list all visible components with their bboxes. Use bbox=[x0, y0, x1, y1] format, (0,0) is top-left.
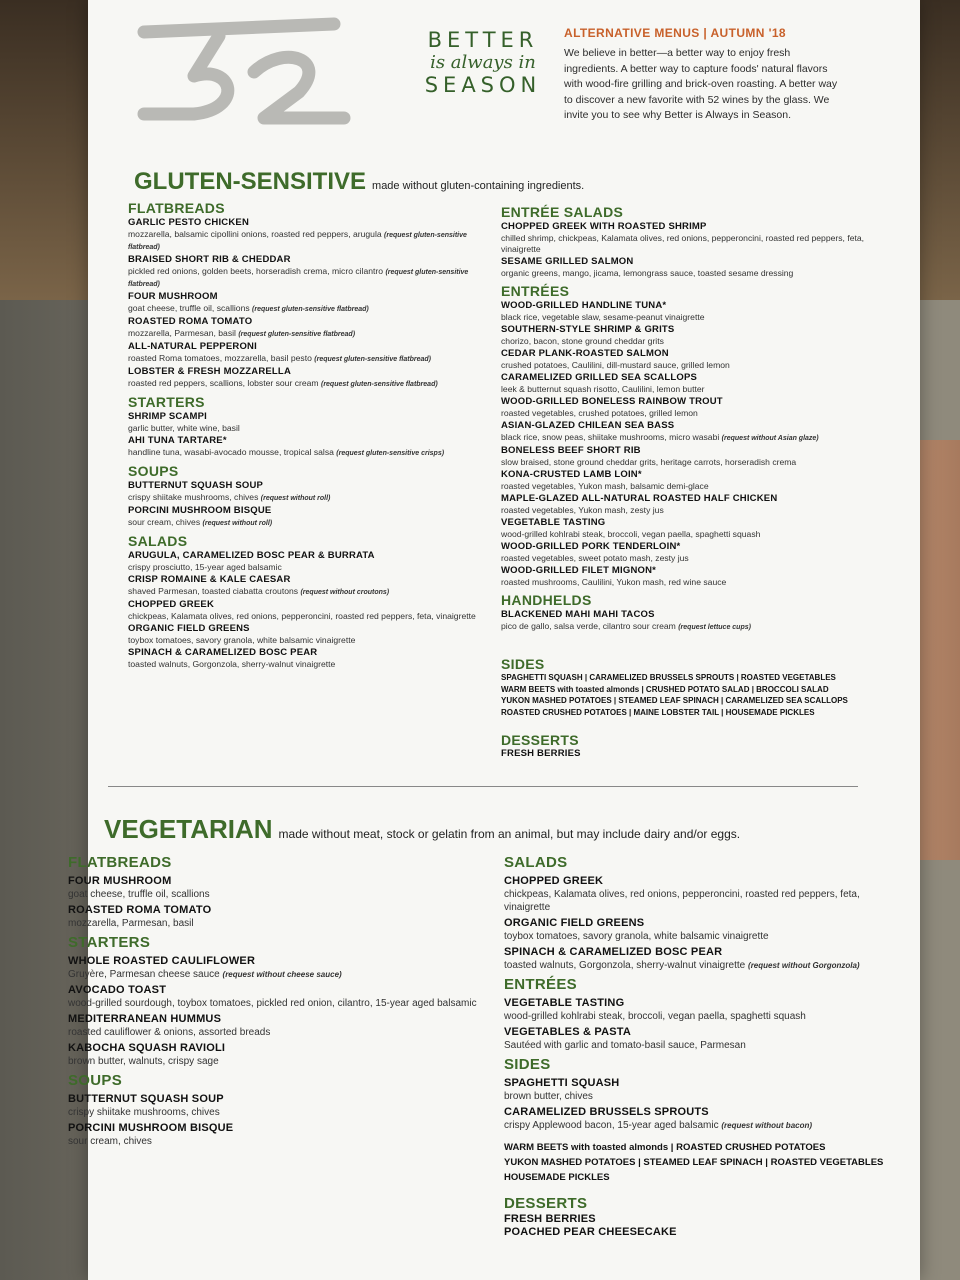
menu-item-desc-text: shaved Parmesan, toasted ciabatta croutons bbox=[128, 586, 299, 596]
menu-item bbox=[128, 550, 488, 573]
menu-item-desc-text: chilled shrimp, chickpeas, Kalamata olives, red onions, pepperoncini, roasted red peppers, feta, vinaigrette bbox=[501, 233, 865, 254]
menu-item-description bbox=[504, 888, 904, 914]
menu-item-description bbox=[68, 968, 488, 981]
sides-line: WARM BEETS with toasted almonds | CRUSHED POTATO SALAD | BROCCOLI SALAD bbox=[501, 684, 829, 694]
dessert-item: POACHED PEAR CHEESECAKE bbox=[504, 1226, 677, 1238]
menu-item-description bbox=[504, 930, 904, 943]
menu-item bbox=[128, 291, 488, 315]
sides-line: YUKON MASHED POTATOES | STEAMED LEAF SPINACH | CARAMELIZED SEA SCALLOPS bbox=[501, 696, 848, 705]
menu-item-desc-text: toybox tomatoes, savory granola, white balsamic vinaigrette bbox=[128, 635, 356, 645]
menu-item-name: FOUR MUSHROOM bbox=[68, 875, 172, 887]
intro-title: ALTERNATIVE MENUS | AUTUMN '18 bbox=[564, 26, 786, 40]
menu-item bbox=[68, 1122, 488, 1148]
menu-item-description bbox=[504, 1039, 904, 1052]
menu-item-description bbox=[501, 312, 881, 323]
menu-item-request-note: (request without bacon) bbox=[721, 1121, 813, 1130]
menu-item-name: WOOD-GRILLED FILET MIGNON* bbox=[501, 565, 657, 576]
menu-item-description bbox=[128, 447, 488, 459]
menu-item-request-note: (request without croutons) bbox=[300, 589, 390, 596]
menu-item-description bbox=[128, 562, 488, 573]
vegetarian-right-column bbox=[504, 850, 904, 1239]
menu-item-description bbox=[68, 1135, 488, 1148]
menu-item bbox=[68, 1013, 488, 1039]
menu-item-name: BUTTERNUT SQUASH SOUP bbox=[128, 480, 264, 491]
menu-sheet bbox=[68, 0, 920, 1280]
vegetarian-desserts-title: DESSERTS bbox=[504, 1195, 588, 1212]
menu-item bbox=[501, 565, 881, 588]
menu-item-desc-text: crispy prosciutto, 15-year aged balsamic bbox=[128, 562, 282, 572]
menu-item-name: PORCINI MUSHROOM BISQUE bbox=[68, 1122, 234, 1134]
menu-item bbox=[504, 1106, 904, 1132]
menu-item-description bbox=[128, 328, 488, 340]
menu-item-description bbox=[501, 529, 881, 540]
menu-item-desc-text: toasted walnuts, Gorgonzola, sherry-walnut vinaigrette bbox=[128, 659, 336, 669]
menu-item-name: WOOD-GRILLED PORK TENDERLOIN* bbox=[501, 541, 681, 552]
menu-item-name: MAPLE-GLAZED ALL-NATURAL ROASTED HALF CHICKEN bbox=[501, 493, 778, 504]
menu-item-name: VEGETABLE TASTING bbox=[501, 517, 606, 528]
menu-item-desc-text: pickled red onions, golden beets, horseradish crema, micro cilantro bbox=[128, 266, 384, 276]
menu-item-name: ROASTED ROMA TOMATO bbox=[128, 316, 253, 327]
menu-item bbox=[501, 221, 881, 255]
menu-item bbox=[128, 599, 488, 622]
menu-item-name: MEDITERRANEAN HUMMUS bbox=[68, 1013, 222, 1025]
menu-item bbox=[501, 372, 881, 395]
menu-item-name: LOBSTER & FRESH MOZZARELLA bbox=[128, 366, 291, 377]
category-heading: ENTRÉES bbox=[504, 976, 577, 993]
menu-item-request-note: (request gluten-sensitive flatbread) bbox=[128, 232, 467, 251]
menu-item-desc-text: roasted mushrooms, Caulilini, Yukon mash, red wine sauce bbox=[501, 577, 727, 587]
category-heading: SOUPS bbox=[68, 1072, 123, 1089]
menu-item-desc-text: crushed potatoes, Caulilini, dill-mustard sauce, grilled lemon bbox=[501, 360, 730, 370]
menu-item-description bbox=[68, 888, 488, 901]
menu-item-name: ASIAN-GLAZED CHILEAN SEA BASS bbox=[501, 420, 675, 431]
menu-item bbox=[501, 445, 881, 468]
menu-item-name: KABOCHA SQUASH RAVIOLI bbox=[68, 1042, 226, 1054]
sides-line: ROASTED CRUSHED POTATOES | MAINE LOBSTER TAIL | HOUSEMADE PICKLES bbox=[501, 707, 815, 717]
menu-item-request-note: (request gluten-sensitive flatbread) bbox=[238, 331, 356, 338]
menu-item bbox=[128, 366, 488, 390]
menu-item-desc-text: garlic butter, white wine, basil bbox=[128, 423, 240, 433]
menu-item bbox=[128, 480, 488, 504]
menu-item-desc-text: Gruyère, Parmesan cheese sauce bbox=[68, 969, 220, 980]
menu-item-name: CARAMELIZED BRUSSELS SPROUTS bbox=[504, 1106, 709, 1118]
vegetarian-section-title bbox=[104, 814, 740, 845]
menu-item-request-note: (request lettuce cups) bbox=[678, 624, 751, 631]
sides-line: SPAGHETTI SQUASH | CARAMELIZED BRUSSELS SPROUTS | ROASTED VEGETABLES bbox=[501, 673, 836, 682]
menu-item-desc-text: handline tuna, wasabi-avocado mousse, tropical salsa bbox=[128, 447, 334, 457]
menu-item-desc-text: chickpeas, Kalamata olives, red onions, pepperoncini, roasted red peppers, feta, vinaigrette bbox=[504, 889, 860, 913]
menu-item-description bbox=[501, 432, 881, 444]
menu-item bbox=[128, 341, 488, 365]
menu-item-description bbox=[128, 303, 488, 315]
menu-item bbox=[504, 946, 904, 972]
menu-item-desc-text: crispy shiitake mushrooms, chives bbox=[68, 1107, 220, 1118]
menu-item-description bbox=[501, 384, 881, 395]
menu-item bbox=[128, 316, 488, 340]
category-heading: SIDES bbox=[504, 1056, 551, 1073]
menu-item-description bbox=[504, 1119, 904, 1132]
gluten-desserts-list bbox=[501, 748, 881, 760]
gluten-left-column bbox=[128, 196, 488, 670]
menu-item-desc-text: chickpeas, Kalamata olives, red onions, pepperoncini, roasted red peppers, feta, vinaigrette bbox=[128, 611, 476, 621]
menu-item-description bbox=[501, 553, 881, 564]
gluten-section-title bbox=[134, 168, 584, 196]
menu-item-request-note: (request gluten-sensitive flatbread) bbox=[314, 356, 431, 363]
menu-item-request-note: (request without Gorgonzola) bbox=[748, 961, 860, 970]
menu-item-description bbox=[501, 233, 881, 255]
menu-item-name: CHOPPED GREEK bbox=[128, 599, 215, 610]
menu-item-description bbox=[501, 336, 881, 347]
menu-item-name: ROASTED ROMA TOMATO bbox=[68, 904, 212, 916]
tagline bbox=[418, 28, 548, 97]
menu-item-name: VEGETABLE TASTING bbox=[504, 997, 625, 1009]
menu-item-desc-text: toasted walnuts, Gorgonzola, sherry-walnut vinaigrette bbox=[504, 960, 746, 971]
logo-text: 52 bbox=[124, 14, 126, 15]
menu-item-description bbox=[128, 492, 488, 504]
menu-item-name: ARUGULA, CARAMELIZED BOSC PEAR & BURRATA bbox=[128, 550, 375, 561]
gluten-sides-list bbox=[501, 672, 881, 718]
menu-item-description bbox=[68, 1106, 488, 1119]
menu-item bbox=[501, 541, 881, 564]
category-heading: SALADS bbox=[128, 533, 188, 549]
category-heading: STARTERS bbox=[128, 394, 205, 410]
menu-item-request-note: (request gluten-sensitive flatbread) bbox=[252, 306, 369, 313]
menu-item-name: BRAISED SHORT RIB & CHEDDAR bbox=[128, 254, 291, 265]
menu-item-desc-text: roasted vegetables, Yukon mash, zesty jus bbox=[501, 505, 664, 515]
menu-item-request-note: (request gluten-sensitive flatbread) bbox=[128, 269, 469, 288]
category-heading: SOUPS bbox=[128, 463, 179, 479]
menu-item bbox=[504, 1077, 904, 1103]
tagline-line2: is always in bbox=[430, 52, 536, 73]
menu-item-description bbox=[501, 408, 881, 419]
menu-item-description bbox=[504, 959, 904, 972]
menu-item-desc-text: black rice, vegetable slaw, sesame-peanut vinaigrette bbox=[501, 312, 705, 322]
menu-item-name: ORGANIC FIELD GREENS bbox=[504, 917, 645, 929]
menu-item-desc-text: mozzarella, Parmesan, basil bbox=[68, 918, 194, 929]
menu-item-description bbox=[128, 586, 488, 598]
menu-item bbox=[504, 997, 904, 1023]
vegetarian-title: VEGETARIAN bbox=[104, 814, 273, 844]
menu-item-desc-text: crispy Applewood bacon, 15-year aged balsamic bbox=[504, 1120, 719, 1131]
menu-item bbox=[504, 917, 904, 943]
menu-item bbox=[504, 875, 904, 914]
category-heading: FLATBREADS bbox=[68, 854, 172, 871]
menu-item-desc-text: black rice, snow peas, shiitake mushrooms, micro wasabi bbox=[501, 432, 720, 442]
menu-item-name: WOOD-GRILLED HANDLINE TUNA* bbox=[501, 300, 667, 311]
menu-item-description bbox=[128, 378, 488, 390]
menu-item-request-note: (request gluten-sensitive crisps) bbox=[336, 450, 445, 457]
menu-item-request-note: (request without roll) bbox=[202, 520, 273, 527]
logo-52 bbox=[124, 14, 354, 134]
menu-item-desc-text: wood-grilled kohlrabi steak, broccoli, vegan paella, spaghetti squash bbox=[501, 529, 761, 539]
category-heading: STARTERS bbox=[68, 934, 151, 951]
menu-item-desc-text: chorizo, bacon, stone ground cheddar grits bbox=[501, 336, 664, 346]
menu-item bbox=[128, 574, 488, 598]
category-heading: ENTRÉES bbox=[501, 283, 570, 299]
menu-item-description bbox=[68, 997, 488, 1010]
menu-item-desc-text: wood-grilled kohlrabi steak, broccoli, vegan paella, spaghetti squash bbox=[504, 1011, 806, 1022]
menu-item-request-note: (request gluten-sensitive flatbread) bbox=[320, 381, 438, 388]
menu-item-description bbox=[504, 1010, 904, 1023]
menu-item bbox=[128, 217, 488, 253]
menu-item-desc-text: mozzarella, Parmesan, basil bbox=[128, 328, 236, 338]
menu-item bbox=[68, 955, 488, 981]
menu-item-desc-text: brown butter, walnuts, crispy sage bbox=[68, 1056, 219, 1067]
menu-item-description bbox=[501, 577, 881, 588]
menu-item-desc-text: leek & butternut squash risotto, Caulilini, lemon butter bbox=[501, 384, 705, 394]
menu-item bbox=[128, 505, 488, 529]
menu-item-name: GARLIC PESTO CHICKEN bbox=[128, 217, 250, 228]
menu-item-name: VEGETABLES & PASTA bbox=[504, 1026, 632, 1038]
menu-item-desc-text: roasted vegetables, crushed potatoes, grilled lemon bbox=[501, 408, 698, 418]
category-heading: ENTRÉE SALADS bbox=[501, 204, 624, 220]
menu-item-request-note: (request without cheese sauce) bbox=[222, 970, 342, 979]
menu-item-request-note: (request without Asian glaze) bbox=[721, 435, 819, 442]
menu-item-name: CEDAR PLANK-ROASTED SALMON bbox=[501, 348, 669, 359]
menu-item-name: SHRIMP SCAMPI bbox=[128, 411, 207, 422]
menu-item-description bbox=[68, 917, 488, 930]
menu-item-request-note: (request without roll) bbox=[260, 495, 331, 502]
menu-item-desc-text: roasted cauliflower & onions, assorted breads bbox=[68, 1027, 271, 1038]
vegetarian-sides-list bbox=[504, 1140, 904, 1185]
menu-item bbox=[68, 1042, 488, 1068]
menu-item bbox=[128, 411, 488, 434]
menu-item-description bbox=[501, 481, 881, 492]
sides-line: YUKON MASHED POTATOES | STEAMED LEAF SPINACH | ROASTED VEGETABLES bbox=[504, 1157, 884, 1168]
menu-item-name: AHI TUNA TARTARE* bbox=[128, 435, 227, 446]
menu-item bbox=[501, 609, 881, 633]
menu-item bbox=[128, 254, 488, 290]
menu-item-name: SPAGHETTI SQUASH bbox=[504, 1077, 620, 1089]
menu-item-description bbox=[128, 353, 488, 365]
sides-line: WARM BEETS with toasted almonds | ROASTED CRUSHED POTATOES bbox=[504, 1142, 826, 1153]
menu-item-desc-text: roasted red peppers, scallions, lobster sour cream bbox=[128, 378, 319, 388]
menu-item-desc-text: sour cream, chives bbox=[128, 517, 201, 527]
dessert-item: FRESH BERRIES bbox=[504, 1213, 596, 1225]
menu-item bbox=[68, 1093, 488, 1119]
menu-item-description bbox=[128, 266, 488, 290]
menu-item-name: CHOPPED GREEK WITH ROASTED SHRIMP bbox=[501, 221, 707, 232]
menu-item-desc-text: goat cheese, truffle oil, scallions bbox=[68, 889, 210, 900]
menu-item-description bbox=[501, 621, 881, 633]
menu-item-description bbox=[128, 611, 488, 622]
menu-item-name: WHOLE ROASTED CAULIFLOWER bbox=[68, 955, 256, 967]
gluten-title: GLUTEN-SENSITIVE bbox=[134, 168, 367, 195]
menu-item-name: CRISP ROMAINE & KALE CAESAR bbox=[128, 574, 291, 585]
sides-line: HOUSEMADE PICKLES bbox=[504, 1172, 610, 1183]
menu-item-name: KONA-CRUSTED LAMB LOIN* bbox=[501, 469, 642, 480]
menu-item-desc-text: wood-grilled sourdough, toybox tomatoes, pickled red onion, cilantro, 15-year aged balsamic bbox=[68, 998, 477, 1009]
menu-item-name: SESAME GRILLED SALMON bbox=[501, 256, 634, 267]
gluten-desserts-title: DESSERTS bbox=[501, 732, 579, 748]
menu-item bbox=[501, 469, 881, 492]
menu-item-desc-text: organic greens, mango, jicama, lemongrass sauce, toasted sesame dressing bbox=[501, 268, 794, 278]
menu-item-description bbox=[128, 423, 488, 434]
menu-item-description bbox=[501, 268, 881, 279]
gluten-sides bbox=[501, 652, 881, 760]
tagline-line1: BETTER bbox=[427, 28, 539, 52]
menu-item-desc-text: sour cream, chives bbox=[68, 1136, 152, 1147]
category-heading: SALADS bbox=[504, 854, 568, 871]
menu-item bbox=[68, 904, 488, 930]
menu-item-description bbox=[504, 1090, 904, 1103]
tagline-line3: SEASON bbox=[424, 73, 542, 97]
menu-item-name: SOUTHERN-STYLE SHRIMP & GRITS bbox=[501, 324, 675, 335]
menu-item-description bbox=[128, 229, 488, 253]
menu-item-name: AVOCADO TOAST bbox=[68, 984, 167, 996]
menu-item-description bbox=[128, 659, 488, 670]
menu-item bbox=[501, 256, 881, 279]
menu-item-description bbox=[128, 635, 488, 646]
menu-item bbox=[68, 984, 488, 1010]
menu-item-name: SPINACH & CARAMELIZED BOSC PEAR bbox=[504, 946, 723, 958]
menu-item-name: BONELESS BEEF SHORT RIB bbox=[501, 445, 641, 456]
menu-item-desc-text: roasted vegetables, Yukon mash, balsamic demi-glace bbox=[501, 481, 709, 491]
vegetarian-left-column bbox=[68, 850, 488, 1148]
menu-item-desc-text: crispy shiitake mushrooms, chives bbox=[128, 492, 259, 502]
menu-item-description bbox=[501, 457, 881, 468]
menu-item bbox=[128, 623, 488, 646]
menu-item bbox=[128, 647, 488, 670]
menu-item-name: BUTTERNUT SQUASH SOUP bbox=[68, 1093, 224, 1105]
menu-item-description bbox=[68, 1055, 488, 1068]
menu-item-description bbox=[68, 1026, 488, 1039]
menu-item bbox=[501, 420, 881, 444]
menu-item-desc-text: pico de gallo, salsa verde, cilantro sour cream bbox=[501, 621, 676, 631]
menu-item-desc-text: roasted vegetables, sweet potato mash, zesty jus bbox=[501, 553, 689, 563]
menu-item bbox=[501, 324, 881, 347]
dessert-item: FRESH BERRIES bbox=[501, 748, 581, 759]
intro bbox=[564, 26, 844, 124]
menu-item-desc-text: toybox tomatoes, savory granola, white balsamic vinaigrette bbox=[504, 931, 769, 942]
menu-item bbox=[128, 435, 488, 459]
menu-item-desc-text: Sautéed with garlic and tomato-basil sauce, Parmesan bbox=[504, 1040, 746, 1051]
menu-item-desc-text: roasted Roma tomatoes, mozzarella, basil pesto bbox=[128, 353, 312, 363]
menu-item-name: ORGANIC FIELD GREENS bbox=[128, 623, 250, 634]
menu-item bbox=[501, 517, 881, 540]
menu-item-desc-text: mozzarella, balsamic cipollini onions, roasted red peppers, arugula bbox=[128, 229, 382, 239]
gluten-sides-title: SIDES bbox=[501, 656, 545, 672]
menu-item-desc-text: goat cheese, truffle oil, scallions bbox=[128, 303, 250, 313]
menu-item-description bbox=[128, 517, 488, 529]
gluten-right-column bbox=[501, 200, 881, 633]
menu-item-name: BLACKENED MAHI MAHI TACOS bbox=[501, 609, 655, 620]
menu-item-name: FOUR MUSHROOM bbox=[128, 291, 218, 302]
menu-item bbox=[501, 348, 881, 371]
section-divider bbox=[108, 786, 858, 787]
menu-item bbox=[68, 875, 488, 901]
menu-item-description bbox=[501, 360, 881, 371]
menu-item-name: PORCINI MUSHROOM BISQUE bbox=[128, 505, 272, 516]
menu-item-name: CARAMELIZED GRILLED SEA SCALLOPS bbox=[501, 372, 698, 383]
menu-item-name: WOOD-GRILLED BONELESS RAINBOW TROUT bbox=[501, 396, 723, 407]
intro-body: We believe in better—a better way to enjoy fresh ingredients. A better way to capture foods' natural flavors with wood-fire grilling and brick-oven roasting. A better way to discover a new favorite with 52 wines by the glass. We invite you to see why Better is Always in Season. bbox=[564, 47, 838, 121]
menu-item bbox=[501, 300, 881, 323]
menu-item bbox=[501, 493, 881, 516]
menu-item-desc-text: brown butter, chives bbox=[504, 1091, 593, 1102]
category-heading: HANDHELDS bbox=[501, 592, 592, 608]
vegetarian-note: made without meat, stock or gelatin from an animal, but may include dairy and/or eggs. bbox=[278, 827, 741, 841]
category-heading: FLATBREADS bbox=[128, 200, 225, 216]
menu-item bbox=[504, 1026, 904, 1052]
menu-item-name: SPINACH & CARAMELIZED BOSC PEAR bbox=[128, 647, 318, 658]
menu-item-description bbox=[501, 505, 881, 516]
menu-item bbox=[501, 396, 881, 419]
menu-item-name: ALL-NATURAL PEPPERONI bbox=[128, 341, 257, 352]
menu-item-name: CHOPPED GREEK bbox=[504, 875, 604, 887]
gluten-note: made without gluten-containing ingredients. bbox=[372, 180, 585, 192]
menu-item-desc-text: slow braised, stone ground cheddar grits, heritage carrots, horseradish crema bbox=[501, 457, 797, 467]
